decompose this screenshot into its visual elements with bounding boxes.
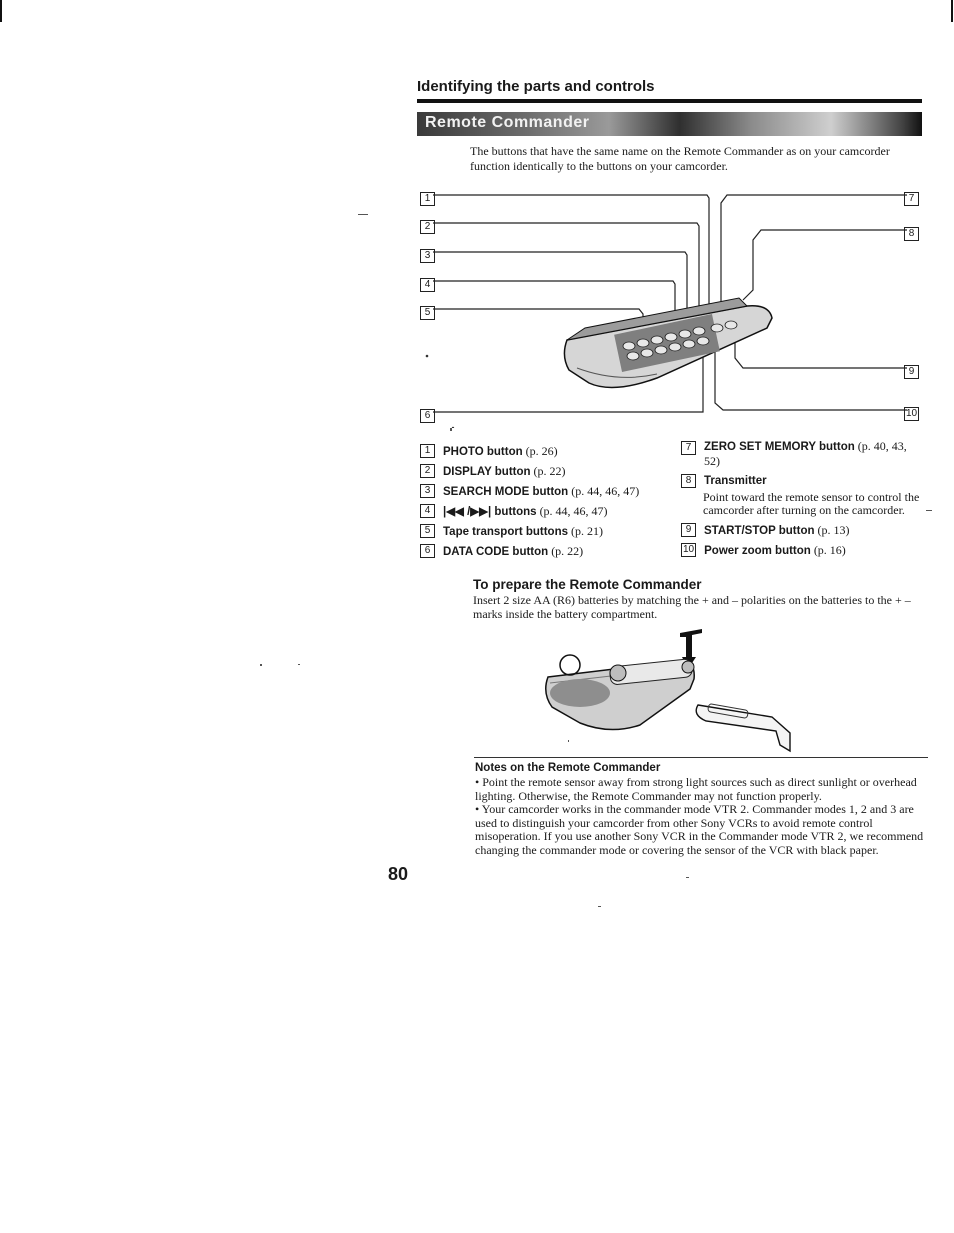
callout-5: 5 [420,306,435,320]
legend-label: PHOTO button [443,446,523,458]
legend-label: ZERO SET MEMORY button [704,441,855,453]
scan-speck [450,428,452,431]
legend-left [420,442,670,562]
callout-7: 7 [904,192,919,206]
leader-9 [735,328,907,368]
leader-10 [715,328,907,410]
legend-label: DISPLAY button [443,466,531,478]
legend-item [420,482,670,502]
legend-label: START/STOP button [704,525,815,537]
prepare-title: To prepare the Remote Commander [473,577,702,592]
legend-ref: (p. 26) [525,444,558,458]
leader-1 [433,195,709,328]
legend-ref: (p. 16) [813,543,846,557]
callout-4: 4 [420,278,435,292]
legend-item [420,502,670,522]
transmitter-description: Point toward the remote sensor to control the camcorder after turning on the camcorder. [703,490,920,517]
legend-number: 2 [420,464,435,478]
legend-number: 4 [420,504,435,518]
scan-speck [926,510,932,511]
legend-ref: (p. 40, 43, 52) [704,439,907,468]
legend-item [420,542,670,562]
legend-number: 7 [681,441,696,455]
legend-number: 8 [681,474,696,488]
legend-number: 5 [420,524,435,538]
battery-insertion-illustration [540,625,800,755]
banner-title: Remote Commander [425,114,590,131]
callout-2: 2 [420,220,435,234]
legend-ref: (p. 22) [533,464,566,478]
legend-item [681,521,925,541]
legend-right [681,439,925,561]
legend-ref: (p. 44, 46, 47) [571,484,640,498]
page-number: 80 [388,864,409,884]
scan-edge-left [0,0,2,22]
section-title: Identifying the parts and controls [417,78,655,95]
legend-label: DATA CODE button [443,546,549,558]
legend-item [420,462,670,482]
scan-speck [260,664,262,666]
legend-number: 3 [420,484,435,498]
battery-lid [696,704,790,751]
scan-edge-right [951,0,953,22]
note-item: • Point the remote sensor away from strong light sources such as direct sunlight or overhead lighting. Otherwise, the Remote Commander may not function properly. [475,775,917,803]
notes-body [475,776,925,857]
scan-speck [358,214,368,215]
callout-9: 9 [904,365,919,379]
scan-speck [298,664,300,665]
callout-8: 8 [904,227,919,241]
note-item: • Your camcorder works in the commander mode VTR 2. Commander modes 1, 2 and 3 are used to distinguish your camcorder from other Sony VCRs to avoid remote control misoperation. If you use another Sony VCR in the Commander mode VTR 2, we recommend changing the commander mode or covering the sensor of the VCR with black paper. [475,802,924,857]
remote-back-body [546,655,694,730]
callout-10: 10 [906,408,918,419]
legend-label: SEARCH MODE button [443,486,569,498]
remote-body [564,298,772,387]
scan-speck [598,906,601,907]
callout-1: 1 [420,192,435,206]
scan-speck [568,740,569,742]
intro-paragraph: The buttons that have the same name on the Remote Commander as on your camcorder function identically to the buttons on your camcorder. [470,144,890,173]
legend-ref: (p. 21) [571,524,604,538]
legend-label: Tape transport buttons [443,526,569,538]
leader-8 [743,230,907,300]
legend-label: |◀◀ /▶▶| buttons [443,506,537,518]
remote-commander-diagram [417,178,927,428]
legend-label: Power zoom button [704,545,811,557]
legend-number: 6 [420,544,435,558]
legend-item [420,442,670,462]
legend-label: Transmitter [704,475,767,487]
legend-number: 1 [420,444,435,458]
legend-item [681,439,925,468]
leader-2 [433,223,699,328]
callout-6: 6 [420,409,435,423]
legend-ref: (p. 44, 46, 47) [539,504,608,518]
scan-speck [686,877,689,878]
prepare-body: Insert 2 size AA (R6) batteries by matching the + and – polarities on the batteries to the + – marks inside the battery compartment. [473,593,911,621]
legend-number: 9 [681,523,696,537]
notes-rule [474,757,928,758]
notes-title: Notes on the Remote Commander [475,762,661,774]
legend-ref: (p. 22) [551,544,584,558]
legend-ref: (p. 13) [817,523,850,537]
legend-number: 10 [683,544,695,555]
legend-item [420,522,670,542]
legend-item [681,541,925,561]
callout-3: 3 [420,249,435,263]
legend-item [681,472,925,491]
title-rule [417,99,922,103]
